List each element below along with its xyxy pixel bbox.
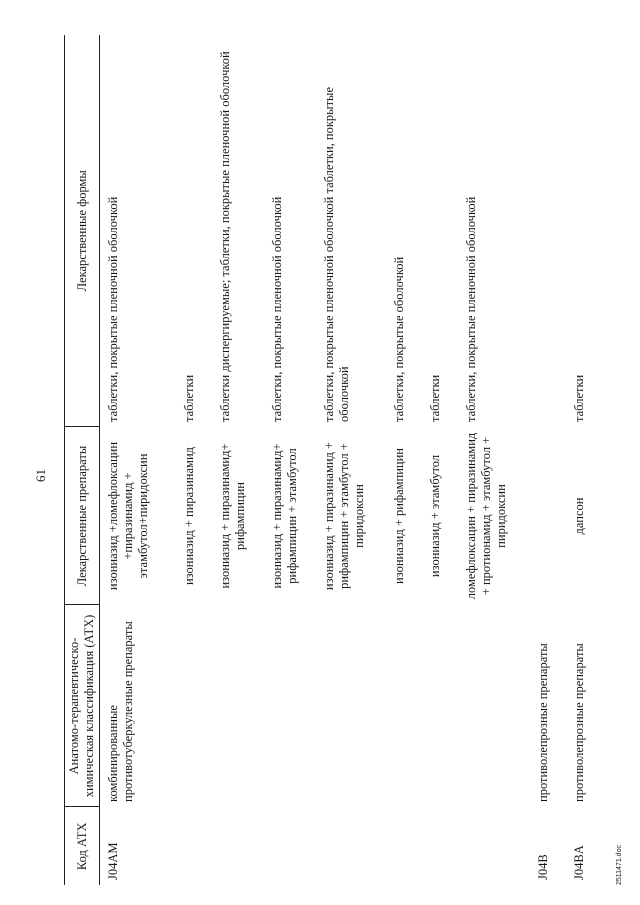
- form-cell: таблетки, покрытые пленочной оболочкой: [269, 196, 284, 422]
- drug-cell: ломефлоксацин + пиразинамид + протионамид + этамбутол + пиридоксин: [463, 432, 508, 600]
- drug-cell: изониазид + этамбутол: [427, 454, 442, 578]
- header-forms: Лекарственные формы: [65, 35, 100, 427]
- form-cell: таблетки, покрытые пленочной оболочкой: [463, 196, 478, 422]
- drug-cell: изониазид +ломефлоксацин +пиразинамид + этамбутол+пиридоксин: [106, 441, 150, 591]
- code-cell: [458, 807, 530, 885]
- table-row: [264, 35, 316, 885]
- drug-cell: изониазид + рифампицин: [391, 448, 406, 584]
- table-row: [212, 35, 264, 885]
- classification-cell: противолепрозные препараты: [571, 643, 586, 802]
- form-cell: таблетки, покрытые пленочной оболочкой: [106, 196, 120, 422]
- table-row: [316, 35, 386, 885]
- code-cell: J04B: [535, 854, 550, 880]
- code-cell: [264, 807, 316, 885]
- classification-cell: [458, 605, 530, 807]
- classification-cell: [386, 605, 422, 807]
- classification-cell: комбинированные противотуберкулезные препараты: [106, 621, 135, 802]
- code-cell: [212, 807, 264, 885]
- classification-cell: [176, 605, 212, 807]
- table-row: [176, 35, 212, 885]
- table-row: [530, 35, 566, 885]
- rotated-table-area: [33, 35, 623, 885]
- drug-cell: дапсон: [571, 497, 586, 535]
- form-cell: таблетки, покрытые пленочной оболочкой таблетки, покрытые оболочкой: [321, 87, 351, 422]
- header-code: Код АТХ: [65, 807, 100, 885]
- form-cell: таблетки, покрытые оболочкой: [391, 256, 406, 422]
- table-row: [458, 35, 530, 885]
- drug-cell: изониазид + пиразинамид+ рифампицин: [217, 443, 247, 589]
- table-row: [566, 35, 602, 885]
- code-cell: J04AM: [106, 842, 120, 880]
- drug-cell: изониазид + пиразинамид + рифампицин + этамбутол + пиридоксин: [321, 441, 366, 591]
- classification-cell: [422, 605, 458, 807]
- form-cell: [530, 35, 566, 427]
- classification-cell: [316, 605, 386, 807]
- code-cell: [422, 807, 458, 885]
- form-cell: таблетки: [427, 374, 442, 422]
- table-row: [422, 35, 458, 885]
- page-number: 61: [33, 469, 48, 482]
- footer-file-reference: 2511471.doc: [616, 845, 623, 885]
- form-cell: таблетки: [571, 374, 586, 422]
- classification-cell: [212, 605, 264, 807]
- classification-cell: противолепрозные препараты: [535, 643, 550, 802]
- header-drugs: Лекарственные препараты: [65, 427, 100, 605]
- table-header-row: [65, 35, 100, 885]
- drug-cell: изониазид + пиразинамид: [181, 446, 196, 586]
- drug-cell: [530, 427, 566, 605]
- classification-cell: [264, 605, 316, 807]
- form-cell: таблетки диспергируемые; таблетки, покрытые пленочной оболочкой: [217, 51, 232, 422]
- table-row: [100, 35, 176, 885]
- form-cell: таблетки: [181, 374, 196, 422]
- drug-cell: изониазид + пиразинамид+ рифампицин + этамбутол: [269, 443, 299, 589]
- header-classification: Анатомо-терапевтическо-химическая классификация (АТХ): [65, 605, 100, 807]
- table-row: [386, 35, 422, 885]
- code-cell: J04BA: [571, 845, 586, 880]
- atx-table: [64, 35, 602, 885]
- code-cell: [176, 807, 212, 885]
- code-cell: [386, 807, 422, 885]
- code-cell: [316, 807, 386, 885]
